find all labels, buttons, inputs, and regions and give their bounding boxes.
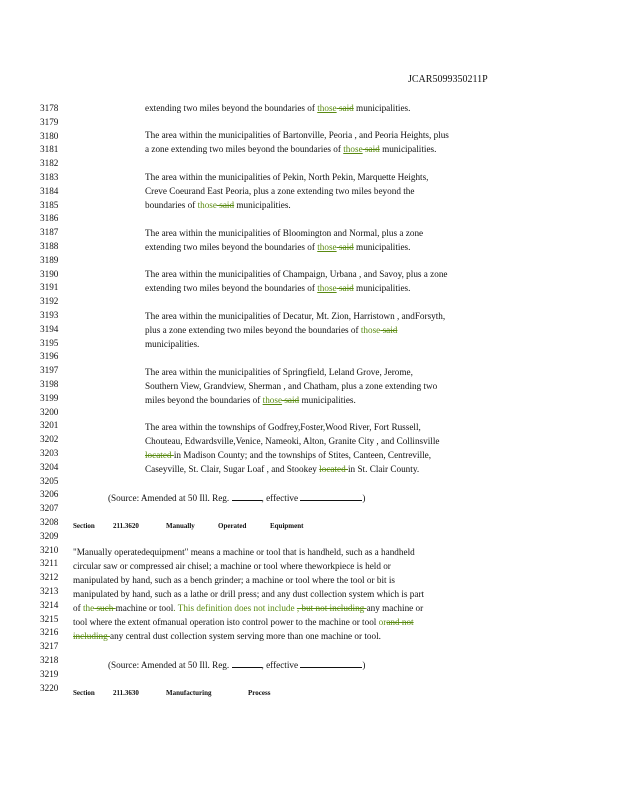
section-heading: Section 211.3620 Manually Operated Equipment xyxy=(73,522,304,530)
line-number: 3198 xyxy=(40,379,59,389)
text-line: extending two miles beyond the boundaries of those said municipalities. xyxy=(145,103,411,113)
line-number: 3204 xyxy=(40,461,59,472)
effective-blank xyxy=(300,491,362,501)
text-line: The area within the municipalities of Springfield, Leland Grove, Jerome, xyxy=(145,367,413,377)
line-number: 3184 xyxy=(40,185,59,196)
text-line: plus a zone extending two miles beyond the boundaries of those said xyxy=(145,325,398,335)
line-number: 3197 xyxy=(40,365,59,376)
line-number: 3202 xyxy=(40,434,59,445)
line-number: 3215 xyxy=(40,613,59,624)
line-number: 3194 xyxy=(40,323,59,334)
text-line: Caseyville, St. Clair, Sugar Loaf , and Stookey located in St. Clair County. xyxy=(145,464,420,474)
text-line: miles beyond the boundaries of those said municipalities. xyxy=(145,395,356,405)
effective-blank xyxy=(300,658,362,668)
text-line: Creve Coeurand East Peoria, plus a zone extending two miles beyond the xyxy=(145,186,415,196)
source-note: (Source: Amended at 50 Ill. Reg. , effective ) xyxy=(108,493,366,503)
line-number: 3219 xyxy=(40,668,59,679)
line-number: 3205 xyxy=(40,475,59,486)
line-number: 3209 xyxy=(40,530,59,541)
text-line: circular saw or compressed air chisel; a machine or tool where theworkpiece is held or xyxy=(73,561,391,571)
text-line: including any central dust collection system serving more than one machine or tool. xyxy=(73,631,381,641)
text-line: The area within the municipalities of Pekin, North Pekin, Marquette Heights, xyxy=(145,172,429,182)
line-number: 3179 xyxy=(40,116,59,127)
text-line: The area within the townships of Godfrey,Foster,Wood River, Fort Russell, xyxy=(145,422,421,432)
text-line: of the such machine or tool. This definition does not include , but not including any machine or xyxy=(73,603,424,613)
line-number: 3213 xyxy=(40,586,59,596)
line-number: 3190 xyxy=(40,268,59,279)
text-line: extending two miles beyond the boundaries of those said municipalities. xyxy=(145,283,411,293)
line-number: 3187 xyxy=(40,227,59,238)
line-number: 3203 xyxy=(40,448,59,458)
line-number: 3199 xyxy=(40,392,59,403)
line-number: 3210 xyxy=(40,544,59,555)
text-line: manipulated by hand, such as a lathe or drill press; and any dust collection system which is part xyxy=(73,589,425,599)
line-number: 3207 xyxy=(40,503,59,514)
line-number: 3220 xyxy=(40,682,59,693)
text-line: tool where the extent ofmanual operation isto control power to the machine or tool orand not xyxy=(73,617,414,627)
line-number: 3185 xyxy=(40,199,59,210)
reg-blank xyxy=(232,658,262,668)
text-line: Southern View, Grandview, Sherman , and Chatham, plus a zone extending two xyxy=(145,381,438,391)
line-number: 3216 xyxy=(40,627,59,638)
reg-blank xyxy=(232,491,262,501)
line-number: 3193 xyxy=(40,310,59,320)
section-heading: Section 211.3630 Manufacturing Process xyxy=(73,689,271,697)
line-number: 3214 xyxy=(40,599,59,610)
line-number: 3217 xyxy=(40,641,59,652)
line-number: 3180 xyxy=(40,130,59,141)
text-line: The area within the municipalities of Decatur, Mt. Zion, Harristown , andForsyth, xyxy=(145,311,446,321)
line-number: 3182 xyxy=(40,158,59,169)
line-number: 3178 xyxy=(40,103,59,113)
text-line: "Manually operatedequipment" means a machine or tool that is handheld, such as a handheld xyxy=(73,547,415,557)
line-number: 3218 xyxy=(40,655,59,665)
line-number: 3186 xyxy=(40,213,59,224)
document-id-header: JCAR5099350211P xyxy=(408,74,488,85)
line-number: 3188 xyxy=(40,241,59,251)
line-number: 3191 xyxy=(40,282,59,293)
source-note: (Source: Amended at 50 Ill. Reg. , effective ) xyxy=(108,660,366,670)
text-line: a zone extending two miles beyond the boundaries of those said municipalities. xyxy=(145,144,437,154)
text-line: municipalities. xyxy=(145,339,200,349)
text-line: boundaries of those said municipalities. xyxy=(145,200,291,210)
text-line: The area within the municipalities of Bartonville, Peoria , and Peoria Heights, plus xyxy=(145,130,449,140)
line-number: 3206 xyxy=(40,489,59,500)
line-number: 3201 xyxy=(40,420,59,431)
text-line: The area within the municipalities of Champaign, Urbana , and Savoy, plus a zone xyxy=(145,269,448,279)
text-line: manipulated by hand, such as a bench grinder; a machine or tool where the tool or bit is xyxy=(73,575,395,585)
line-number: 3212 xyxy=(40,572,59,583)
text-line: The area within the municipalities of Bloomington and Normal, plus a zone xyxy=(145,228,424,238)
line-number: 3200 xyxy=(40,406,59,417)
text-line: located in Madison County; and the townships of Stites, Canteen, Centreville, xyxy=(145,450,432,460)
line-number: 3196 xyxy=(40,351,59,362)
text-line: Chouteau, Edwardsville,Venice, Nameoki, Alton, Granite City , and Collinsville xyxy=(145,436,440,446)
line-number: 3183 xyxy=(40,172,59,182)
line-number: 3195 xyxy=(40,337,59,348)
line-number: 3189 xyxy=(40,254,59,265)
line-number: 3208 xyxy=(40,517,59,527)
line-number: 3211 xyxy=(40,558,59,569)
line-number: 3192 xyxy=(40,296,59,307)
line-number: 3181 xyxy=(40,144,59,155)
text-line: extending two miles beyond the boundaries of those said municipalities. xyxy=(145,242,411,252)
